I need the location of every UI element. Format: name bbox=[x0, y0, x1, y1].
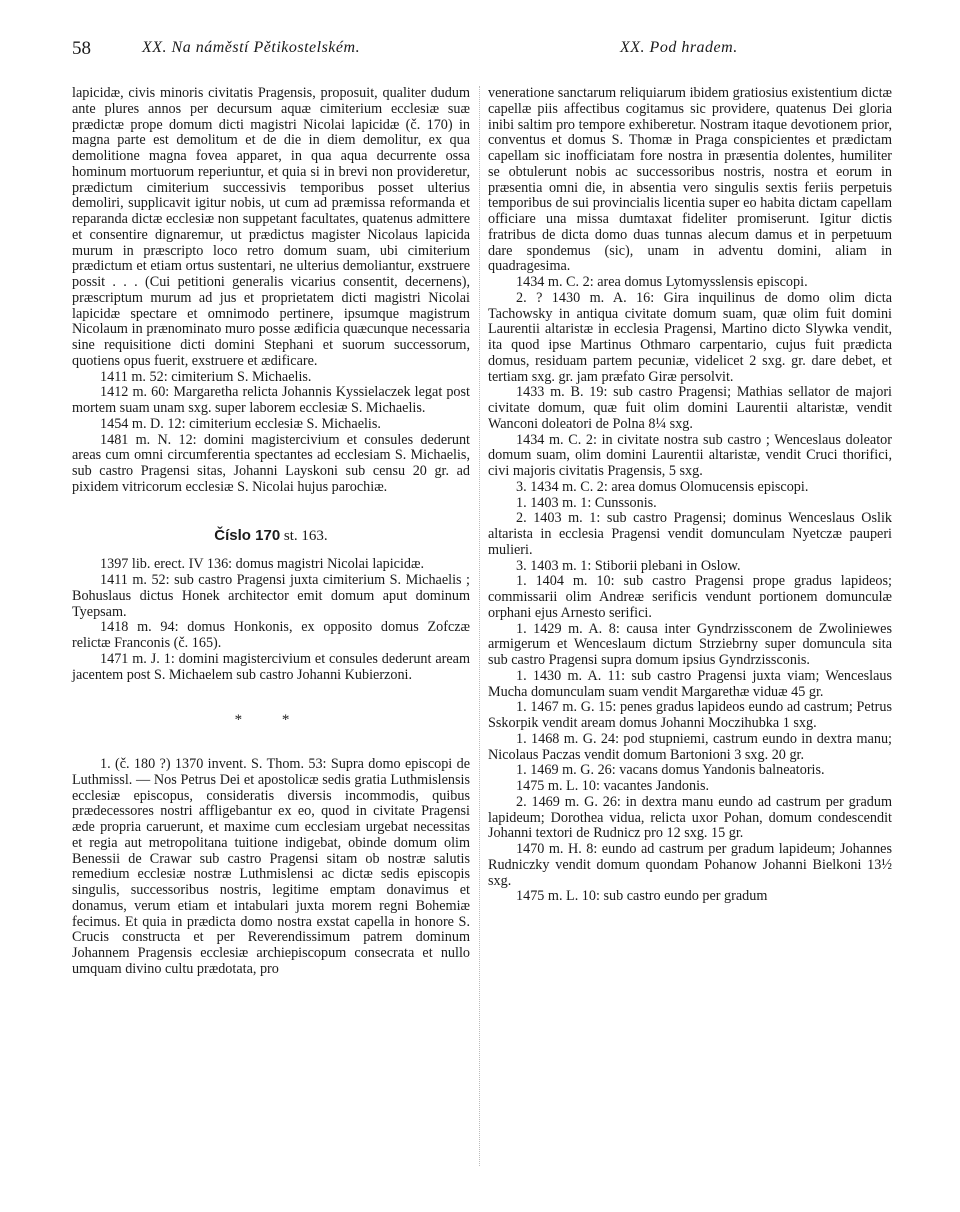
entry-paragraph: 1. 1404 m. 10: sub castro Pragensi prope gradus lapideos; commissarii olim Andreæ serificis vendunt portionem domunculæ orphani ejus Arnesto serifici. bbox=[488, 573, 892, 621]
left-column bbox=[72, 86, 470, 978]
right-column bbox=[488, 86, 892, 905]
entry-paragraph: 1. 1468 m. G. 24: pod stupniemi, castrum eundo in dextra manu; Nicolaus Paczas vendit domum Bartonioni 3 sxg. 20 gr. bbox=[488, 730, 892, 763]
entry-paragraph: 2. ? 1430 m. A. 16: Gira inquilinus de domo olim dicta Tachowsky in antiqua civitate domum suam, quæ olim fuit domini Laurentii altaristæ in ecclesia Pragensi, Martino dicto Slywka vendit, ita quod ipse Martinus Othmaro carpentario, cujus fuit prædicta domus, residuam partem pecuniæ, videlicet 2 sxg. gr. dare debet, et tertiam sxg. gr. jam præfato Giræ persolvit. bbox=[488, 289, 892, 385]
entry-paragraph: 3. 1434 m. C. 2: area domus Olomucensis episcopi. bbox=[516, 478, 809, 495]
column-divider bbox=[479, 86, 480, 1166]
section-suffix: st. 163. bbox=[283, 527, 328, 544]
entry-paragraph: 1. 1430 m. A. 11: sub castro Pragensi juxta viam; Wenceslaus Mucha domunculam suam vendit Margarethæ viduæ 45 gr. bbox=[488, 667, 892, 700]
entry-paragraph: 1. 1429 m. A. 8: causa inter Gyndrzissconem de Zwoliniewes armigerum et Wenceslaum dictum Strziebrny super domuncula sita sub castro Pragensi supra domum ipsius Gyndrzissconis. bbox=[488, 620, 892, 668]
asterisk-separator: * * bbox=[234, 712, 308, 729]
page-header bbox=[72, 38, 920, 64]
section-number: Číslo 170 bbox=[214, 526, 281, 544]
entry-paragraph: 1397 lib. erect. IV 136: domus magistri Nicolai lapicidæ. bbox=[100, 556, 425, 573]
entry-paragraph: 1. 1469 m. G. 26: vacans domus Yandonis balneatoris. bbox=[516, 762, 825, 779]
entry-paragraph: 1434 m. C. 2: area domus Lytomysslensis episcopi. bbox=[516, 274, 808, 290]
entry-paragraph: 1454 m. D. 12: cimiterium ecclesiæ S. Michaelis. bbox=[100, 415, 381, 432]
entry-paragraph: 1434 m. C. 2: in civitate nostra sub castro ; Wenceslaus doleator domum suam, olim domini Laurentii altaristæ, vendit Cruci thorifici, civi majoris civitatis Pragensis, 5 sxg. bbox=[488, 431, 892, 479]
continuation-paragraph: veneratione sanctarum reliquiarum ibidem gratiosius existentium dictæ capellæ piis affectibus cogitamus sic providere, quatenus Dei gloria inibi saltim pro tempore exhiberetur. Nostram itaque devotionem prior, conventus et domus S. Thomæ in Praga conspicientes et prædictam capellam sic inofficiatam fore nostra in præsentia dolentes, humiliter se obtulerunt nobis ac successoribus nostris, nostra et eorum in præsentia omni die, in absentia vero singulis sextis feriis perpetuis temporibus de sui provincialis licentia super eo habita dictam capellam officiare una missa dumtaxat fideliter promiserunt. Igitur dictis fratribus de dicta domo duas tunnas alecum damus et in perpetuum dare spondemus (sic), unam in adventu domini, aliam in quadragesima. bbox=[488, 85, 892, 275]
entry-paragraph: 1418 m. 94: domus Honkonis, ex opposito domus Zofczæ relictæ Franconis (č. 165). bbox=[72, 619, 470, 651]
section-heading bbox=[72, 528, 470, 545]
entry-paragraph: 1411 m. 52: sub castro Pragensi juxta cimiterium S. Michaelis ; Bohuslaus dictus Honek architector emit domum aput dominum Tyepsam. bbox=[72, 572, 470, 620]
entry-paragraph: 1412 m. 60: Margaretha relicta Johannis Kyssielaczek legat post mortem suam unam sxg. super laborem ecclesiæ S. Michaelis. bbox=[72, 384, 470, 416]
entry-paragraph: 3. 1403 m. 1: Stiborii plebani in Oslow. bbox=[516, 557, 741, 574]
entry-paragraph: 1. 1467 m. G. 15: penes gradus lapideos eundo ad castrum; Petrus Sskorpik vendit aream domus Johanni Moczihubka 1 sxg. bbox=[488, 699, 892, 731]
intro-paragraph: lapicidæ, civis minoris civitatis Pragensis, proposuit, qualiter dudum ante plures annos per decursum aquæ cimiterium ecclesiæ suæ prædictæ prope domum dicti magistri Nicolai lapicidæ (č. 170) in magna parte est demolitum et de die in diem demolitur, ex qua demolitione magna fovea apparet, in qua aqua decurrente ossa hominum mortuorum reperiuntur, et quia si in brevi non provideretur, prædictum cimiterium successivis temporibus posset ulterius demoliri, supplicavit igitur nobis, ut cum ad præmissa reformanda et reparanda dictæ ecclesiæ non suppetant facultates, quatenus admittere et consentire dignaremur, ut prædictus magister Nicolaus lapicida murum in præscripto loco retro domum suam, ubi cimiterium prædictum et etiam ortus sustentari, ne ulterius demoliantur, exstruere possit . . . (Cui petitioni generalis vicarius consentit, decernens), præscriptum murum ad jus et proprietatem dicti magistri Nicolai lapicidæ spectare et omnimodo pertinere, ipsumque magistrum Nicolaum in prænominato muro posse ædificia quæcunque necessaria sine requisitione dicti domini Stephani et suorum successorum, quotiens opus fuerit, exstruere et ædificare. bbox=[72, 85, 470, 369]
page-number: 58 bbox=[72, 38, 91, 59]
entry-paragraph: 1433 m. B. 19: sub castro Pragensi; Mathias sellator de majori civitate domum, quæ fuit olim domini Laurentii altaristæ, vendit Wanconi doleatori de Polna 8¼ sxg. bbox=[488, 384, 892, 432]
entry-paragraph: 1470 m. H. 8: eundo ad castrum per gradum lapideum; Johannes Rudniczky vendit domum quondam Pohanow Johanni Bielkoni 13½ sxg. bbox=[488, 841, 892, 889]
entry-paragraph: 1471 m. J. 1: domini magistercivium et consules dederunt aream jacentem post S. Michaelem sub castro Johanni Kubierzoni. bbox=[72, 650, 470, 683]
entry-paragraph: 1475 m. L. 10: sub castro eundo per gradum bbox=[516, 888, 768, 905]
entry-paragraph: 1411 m. 52: cimiterium S. Michaelis. bbox=[100, 368, 312, 385]
final-paragraph: 1. (č. 180 ?) 1370 invent. S. Thom. 53: Supra domo episcopi de Luthmissl. — Nos Petrus Dei et apostolicæ sedis gratia Luthmislensis ecclesiæ episcopus, consideratis diversis incommodis, quibus prædecessores nostri affligebantur ex eo, quod in civitate Pragensi æde propria caruerunt, et maxime cum ecclesiam urgebat necessitas et regia aut metropolitana tuitione indigebat, obinde domum olim Benessii de Crawar sub castro Pragensi sitam ob nostræ salutis remedium ecclesiæ nostræ Luthmislensi ac dictæ sedis episcopis singulis, successoribus nostris, legitime emptam donavimus et donamus, verum etiam et intabulari juxta morem regni Bohemiæ fecimus. Et quia in prædicta domo nostra exstat capella in honore S. Crucis constructa et per Reverendissimum patrem dominum Johannem Pragensis ecclesiæ archiepiscopum consecrata et nullo umquam divino cultu prædotata, pro bbox=[72, 756, 470, 977]
running-head-right: XX. Pod hradem. bbox=[620, 39, 738, 56]
entry-paragraph: 1481 m. N. 12: domini magistercivium et consules dederunt areas cum omni circumferentia spectantes ad ecclesiam S. Michaelis, sub castro Pragensi sitas, Johanni Layskoni sub censu 20 gr. ad pixidem vitricorum ecclesiæ S. Nicolai hujus parochiæ. bbox=[72, 431, 470, 495]
entry-paragraph: 1. 1403 m. 1: Cunssonis. bbox=[516, 494, 657, 511]
entry-paragraph: 2. 1469 m. G. 26: in dextra manu eundo ad castrum per gradum lapideum; Dorothea vidua, relicta uxor Pohan, domum condescendit Johanni textori de Rudnicz pro 12 sxg. 15 gr. bbox=[488, 793, 892, 842]
entry-paragraph: 2. 1403 m. 1: sub castro Pragensi; dominus Wenceslaus Oslik altarista in ecclesia Pragensi vendit domunculam Nyetczæ pauperi mulieri. bbox=[488, 510, 892, 558]
running-head-left: XX. Na náměstí Pětikostelském. bbox=[142, 39, 361, 56]
entry-paragraph: 1475 m. L. 10: vacantes Jandonis. bbox=[516, 778, 710, 794]
